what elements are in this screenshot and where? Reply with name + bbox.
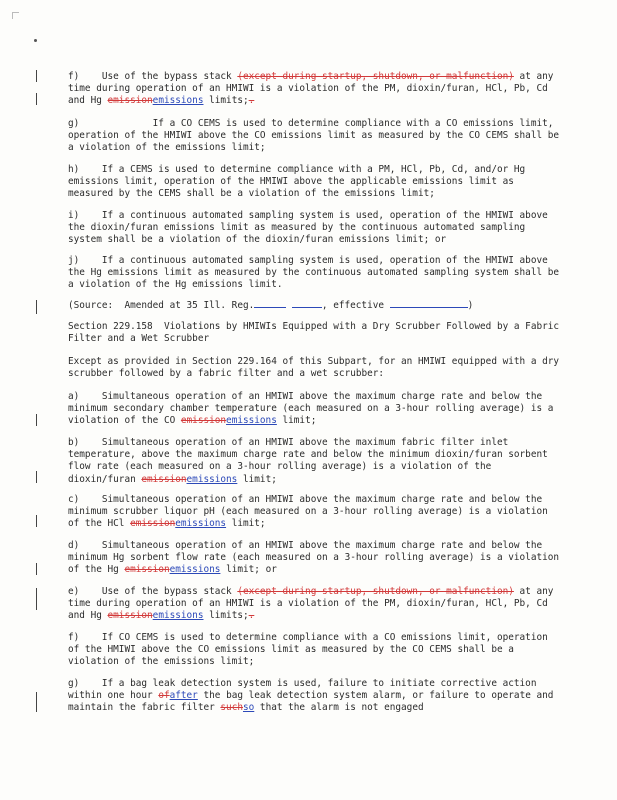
paragraph-e <box>68 586 563 623</box>
text-run: f) Use of the bypass stack <box>68 71 238 82</box>
change-bar <box>36 300 37 314</box>
deleted-text: emission <box>180 415 227 427</box>
text-run: Section 229.158 Violations by HMIWIs Equipped with a Dry Scrubber Followed by a Fabric Filter and a Wet Scrubber <box>68 321 565 345</box>
deleted-text: . <box>248 610 255 622</box>
text-run: g) If a bag leak detection system is used, failure to initiate corrective action within one hour <box>68 678 543 702</box>
inserted-text: so <box>242 702 255 714</box>
text-run: d) Simultaneous operation of an HMIWI above the maximum charge rate and below the minimum Hg sorbent flow rate (each measured on a 3-hour rolling average) is a violation of the Hg <box>68 540 565 576</box>
inserted-text: emissions <box>175 518 227 530</box>
deleted-text: emission <box>107 95 153 107</box>
text-run: limit; <box>226 518 266 530</box>
paragraph-a <box>68 391 563 428</box>
section-heading <box>68 321 563 345</box>
paragraph-j <box>68 255 563 292</box>
change-bar <box>36 588 37 610</box>
scan-corner-mark <box>12 12 19 19</box>
blank-line <box>390 298 468 308</box>
text-run: limits; <box>203 95 249 107</box>
paragraph-h <box>68 164 563 201</box>
text-run: f) If CO CEMS is used to determine compliance with a CO emissions limit, operation of the HMIWI above the CO emissions limit as measured by the CO CEMS shall be a violation of the emissions limit; <box>68 632 554 668</box>
text-run: at any time during operation of an HMIWI is a violation of the PM, dioxin/furan, HCl, Pb, Cd and Hg <box>68 71 560 107</box>
text-run: Except as provided in Section 229.164 of this Subpart, for an HMIWI equipped with a dry scrubber followed by a fabric filter and a wet scrubber: <box>68 356 565 380</box>
text-run: a) Simultaneous operation of an HMIWI above the maximum charge rate and below the minimum secondary chamber temperature (each measured on a 3-hour rolling average) is a violation of the CO <box>68 391 560 427</box>
text-run: that the alarm is not engaged <box>254 702 424 714</box>
text-run: i) If a continuous automated sampling system is used, operation of the HMIWI above the dioxin/furan emissions limit as measured by the continuous automated sampling system shall be a violation of the dioxin/furan emissions limit; or <box>68 210 554 246</box>
text-run: g) If a CO CEMS is used to determine compliance with a CO emissions limit, operation of the HMIWI above the CO emissions limit as measured by the CO CEMS shall be a violation of the emissions limit; <box>68 118 565 154</box>
deleted-text: emission <box>124 564 170 576</box>
source-note <box>68 298 563 312</box>
change-bar <box>36 515 37 527</box>
paragraph-c <box>68 494 563 531</box>
change-bar <box>36 471 37 483</box>
text-run: ) <box>467 300 474 311</box>
text-run: at any time during operation of an HMIWI is a violation of the PM, dioxin/furan, HCl, Pb, Cd and Hg <box>68 586 560 622</box>
inserted-text: emissions <box>152 610 204 622</box>
change-bar <box>36 93 37 105</box>
text-run: c) Simultaneous operation of an HMIWI above the maximum charge rate and below the minimum scrubber liquor pH (each measured on a 3-hour rolling average) is a violation of the HCl <box>68 494 554 530</box>
deleted-text: (except during startup, shutdown, or malfunction) <box>237 586 514 597</box>
section-intro <box>68 356 563 380</box>
scan-dot <box>34 39 37 42</box>
blank-line <box>292 298 322 308</box>
paragraph-g <box>68 118 563 155</box>
paragraph-g2 <box>68 678 563 715</box>
paragraph-b <box>68 437 563 486</box>
change-bar <box>36 70 37 82</box>
inserted-text: emissions <box>186 473 238 485</box>
text-run: limit; <box>276 415 317 427</box>
paragraph-i <box>68 210 563 247</box>
deleted-text: of <box>158 690 170 702</box>
inserted-text: emissions <box>226 415 277 427</box>
deleted-text: emission <box>141 473 187 485</box>
inserted-text: after <box>169 690 198 702</box>
deleted-text: . <box>248 95 255 107</box>
change-bar <box>36 563 37 575</box>
paragraph-f <box>68 71 563 108</box>
paragraph-d <box>68 540 563 577</box>
text-run: , effective <box>321 300 390 311</box>
text-run: limit; or <box>220 564 277 576</box>
text-run: (Source: Amended at 35 Ill. Reg. <box>68 300 255 311</box>
text-run: limit; <box>237 473 277 485</box>
text-run: b) Simultaneous operation of an HMIWI above the maximum fabric filter inlet temperature, above the maximum charge rate and below the minimum dioxin/furan sorbent flow rate (each measured on a 3-hour rolling average) is a violation of the dioxin/furan <box>68 437 554 485</box>
deleted-text: (except during startup, shutdown, or malfunction) <box>237 71 514 82</box>
deleted-text: emission <box>107 610 153 622</box>
text-run: limits; <box>203 610 249 622</box>
deleted-text: such <box>220 702 243 714</box>
deleted-text: emission <box>130 518 176 530</box>
paragraph-f2 <box>68 632 563 669</box>
text-run: h) If a CEMS is used to determine compliance with a PM, HCl, Pb, Cd, and/or Hg emissions limit, operation of the HMIWI above the applicable emissions limit as measured by the CEMS shall be a violation of the emissions limit; <box>68 164 531 200</box>
change-bar <box>36 414 37 426</box>
text-run: j) If a continuous automated sampling system is used, operation of the HMIWI above the Hg emissions limit as measured by the continuous automated sampling system shall be a violation of the Hg emissions limit. <box>68 255 565 291</box>
inserted-text: emissions <box>152 95 204 107</box>
blank-line <box>254 298 286 308</box>
text-run: the bag leak detection system alarm, or failure to operate and maintain the fabric filter <box>68 690 560 714</box>
inserted-text: emissions <box>169 564 221 576</box>
change-bar <box>36 692 37 712</box>
text-run: e) Use of the bypass stack <box>68 586 238 597</box>
